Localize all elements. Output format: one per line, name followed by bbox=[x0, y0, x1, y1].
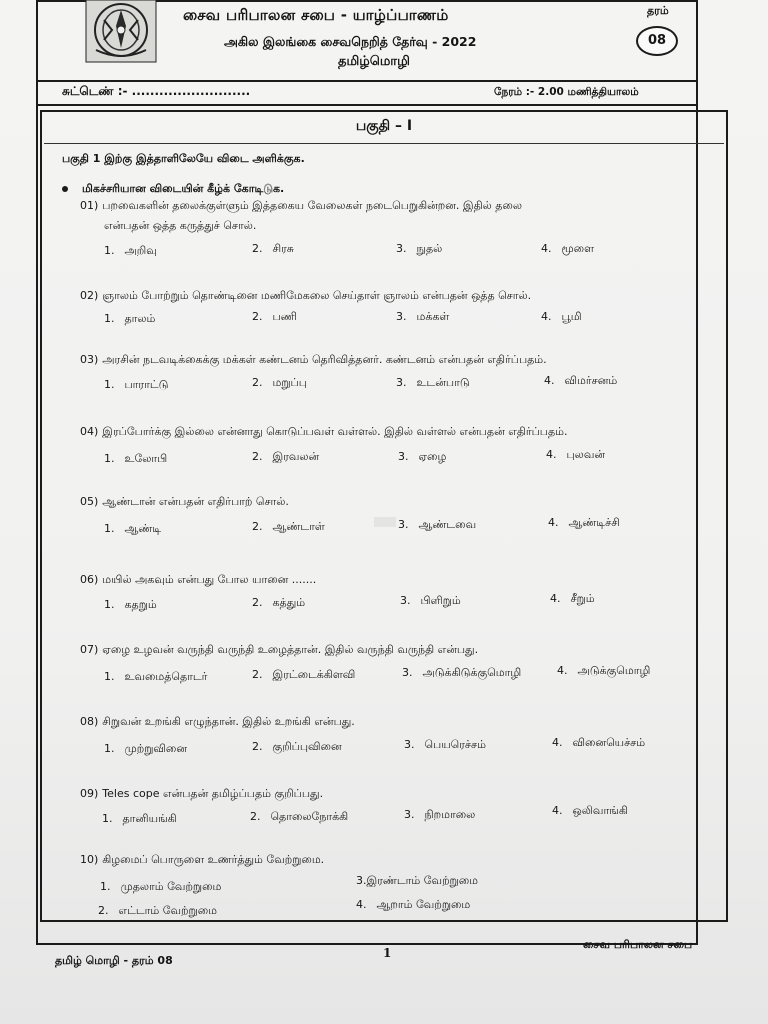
option-2[interactable]: 2. மறுப்பு bbox=[252, 376, 307, 389]
question-1 bbox=[80, 196, 700, 236]
scan-smudge bbox=[374, 517, 396, 527]
option-4[interactable]: 4. ஒலிவாங்கி bbox=[552, 804, 628, 817]
option-2[interactable]: 2. தொலைநோக்கி bbox=[250, 810, 349, 823]
question-7 bbox=[80, 640, 700, 660]
option-3[interactable]: 3. பிளிறும் bbox=[400, 594, 461, 607]
question-8 bbox=[80, 712, 700, 732]
question-number: 07) bbox=[80, 643, 99, 656]
sub-instruction-text: மிகச்சரியான விடையின் கீழ்க் கோடிடுக. bbox=[82, 182, 285, 195]
option-1[interactable]: 1. தானியங்கி bbox=[102, 812, 177, 825]
question-text: இரப்போர்க்கு இல்லை என்னாது கொடுப்பவள் வள்ளல். இதில் வள்ளல் என்பதன் எதிர்ப்பதம். bbox=[102, 425, 568, 438]
exam-title: அகில இலங்கை சைவநெறித் தேர்வு - 2022 bbox=[224, 34, 477, 49]
option-3[interactable]: 3. அடுக்கிடுக்குமொழி bbox=[402, 666, 522, 679]
option-4[interactable]: 4. அடுக்குமொழி bbox=[557, 664, 651, 677]
question-text: Teles cope என்பதன் தமிழ்ப்பதம் குறிப்பது. bbox=[102, 787, 324, 800]
question-text: கிழமைப் பொருளை உணர்த்தும் வேற்றுமை. bbox=[102, 853, 325, 866]
question-number: 04) bbox=[80, 425, 99, 438]
index-number-field: சுட்டெண் :- .......................... bbox=[62, 84, 251, 98]
question-text: ஏழை உழவன் வருந்தி வருந்தி உழைத்தான். இதில் வருந்தி வருந்தி என்பது. bbox=[102, 643, 479, 656]
question-10 bbox=[80, 850, 700, 870]
question-number: 08) bbox=[80, 715, 99, 728]
question-5 bbox=[80, 492, 700, 512]
question-6 bbox=[80, 570, 700, 590]
question-text: ஆண்டான் என்பதன் எதிர்பாற் சொல். bbox=[102, 495, 289, 508]
option-4[interactable]: 4. ஆண்டிச்சி bbox=[548, 516, 620, 529]
option-3[interactable]: 3. பெயரெச்சம் bbox=[404, 738, 486, 751]
option-2[interactable]: 2. எட்டாம் வேற்றுமை bbox=[98, 904, 217, 917]
footer-org: சைவ பரிபாலன சபை bbox=[583, 938, 693, 951]
option-3[interactable]: 3. நுதல் bbox=[396, 242, 443, 255]
emblem-icon bbox=[84, 0, 158, 64]
option-4[interactable]: 4. சீறும் bbox=[550, 592, 595, 605]
question-4 bbox=[80, 422, 700, 442]
option-1[interactable]: 1. பாராட்டு bbox=[104, 378, 169, 391]
option-3[interactable]: 3. ஏழை bbox=[398, 450, 447, 463]
question-3 bbox=[80, 350, 700, 370]
option-1[interactable]: 1. உலோபி bbox=[104, 452, 168, 465]
question-text: பறவைகளின் தலைக்குள்ளும் இத்தகைய வேலைகள் நடைபெறுகின்றன. இதில் தலை bbox=[102, 199, 522, 212]
option-2[interactable]: 2. சிரசு bbox=[252, 242, 294, 255]
option-4[interactable]: 4. புலவன் bbox=[546, 448, 606, 461]
time-allowed: நேரம் :- 2.00 மணித்தியாலம் bbox=[494, 86, 639, 98]
question-9 bbox=[80, 784, 700, 804]
option-2[interactable]: 2. குறிப்புவினை bbox=[252, 740, 342, 753]
option-1[interactable]: 1. முதலாம் வேற்றுமை bbox=[100, 880, 222, 893]
subject-title: தமிழ்மொழி bbox=[338, 54, 410, 69]
option-2[interactable]: 2. ஆண்டாள் bbox=[252, 520, 325, 533]
page-number: 1 bbox=[383, 946, 392, 960]
option-4[interactable]: 4. வினையெச்சம் bbox=[552, 736, 646, 749]
question-number: 02) bbox=[80, 289, 99, 302]
question-number: 05) bbox=[80, 495, 99, 508]
option-4[interactable]: 4. விமர்சனம் bbox=[544, 374, 618, 387]
option-3[interactable]: 3. மக்கள் bbox=[396, 310, 450, 323]
option-3[interactable]: 3. உடன்பாடு bbox=[396, 376, 470, 389]
option-3[interactable]: 3. ஆண்டவை bbox=[398, 518, 477, 531]
question-number: 01) bbox=[80, 199, 99, 212]
part-title: பகுதி – I bbox=[355, 118, 413, 134]
option-3[interactable]: 3.இரண்டாம் வேற்றுமை bbox=[356, 874, 479, 887]
question-text-continued: என்பதன் ஒத்த கருத்துச் சொல். bbox=[104, 219, 257, 232]
sub-instruction bbox=[62, 182, 284, 197]
option-1[interactable]: 1. அறிவு bbox=[104, 244, 157, 257]
option-1[interactable]: 1. கதறும் bbox=[104, 598, 157, 611]
footer-subject: தமிழ் மொழி - தரம் 08 bbox=[55, 954, 173, 967]
question-text: சிறுவன் உறங்கி எழுந்தான். இதில் உறங்கி என்பது. bbox=[102, 715, 355, 728]
option-2[interactable]: 2. பணி bbox=[252, 310, 298, 323]
option-1[interactable]: 1. உவமைத்தொடர் bbox=[104, 670, 208, 683]
option-2[interactable]: 2. கத்தும் bbox=[252, 596, 306, 609]
option-4[interactable]: 4. மூளை bbox=[541, 242, 595, 255]
bullet-icon bbox=[62, 186, 68, 192]
header-divider bbox=[38, 80, 698, 82]
question-2 bbox=[80, 286, 700, 306]
option-2[interactable]: 2. இரட்டைக்கிளவி bbox=[252, 668, 356, 681]
org-title: சைவ பரிபாலன சபை - யாழ்ப்பாணம் bbox=[183, 6, 449, 24]
option-3[interactable]: 3. நிறமாலை bbox=[404, 808, 476, 821]
option-4[interactable]: 4. ஆறாம் வேற்றுமை bbox=[356, 898, 471, 911]
grade-label: தரம் bbox=[647, 4, 669, 17]
question-text: மயில் அகவும் என்பது போல யானை ....... bbox=[102, 573, 317, 586]
question-number: 09) bbox=[80, 787, 99, 800]
option-2[interactable]: 2. இரவலன் bbox=[252, 450, 320, 463]
option-1[interactable]: 1. தாலம் bbox=[104, 312, 156, 325]
question-text: அரசின் நடவடிக்கைக்கு மக்கள் கண்டனம் தெரிவித்தனர். கண்டனம் என்பதன் எதிர்ப்பதம். bbox=[102, 353, 547, 366]
part-divider bbox=[44, 143, 724, 144]
part-instruction: பகுதி 1 இற்கு இத்தாளிலேயே விடை அளிக்குக. bbox=[62, 152, 305, 165]
question-number: 06) bbox=[80, 573, 99, 586]
option-1[interactable]: 1. ஆண்டி bbox=[104, 522, 162, 535]
question-text: ஞாலம் போற்றும் தொண்டினை மணிமேகலை செய்தாள் ஞாலம் என்பதன் ஒத்த சொல். bbox=[102, 289, 532, 302]
question-number: 03) bbox=[80, 353, 99, 366]
header-divider-bottom bbox=[38, 104, 698, 106]
option-1[interactable]: 1. முற்றுவினை bbox=[104, 742, 187, 755]
question-number: 10) bbox=[80, 853, 99, 866]
option-4[interactable]: 4. பூமி bbox=[541, 310, 582, 323]
grade-badge: 08 bbox=[636, 26, 678, 56]
